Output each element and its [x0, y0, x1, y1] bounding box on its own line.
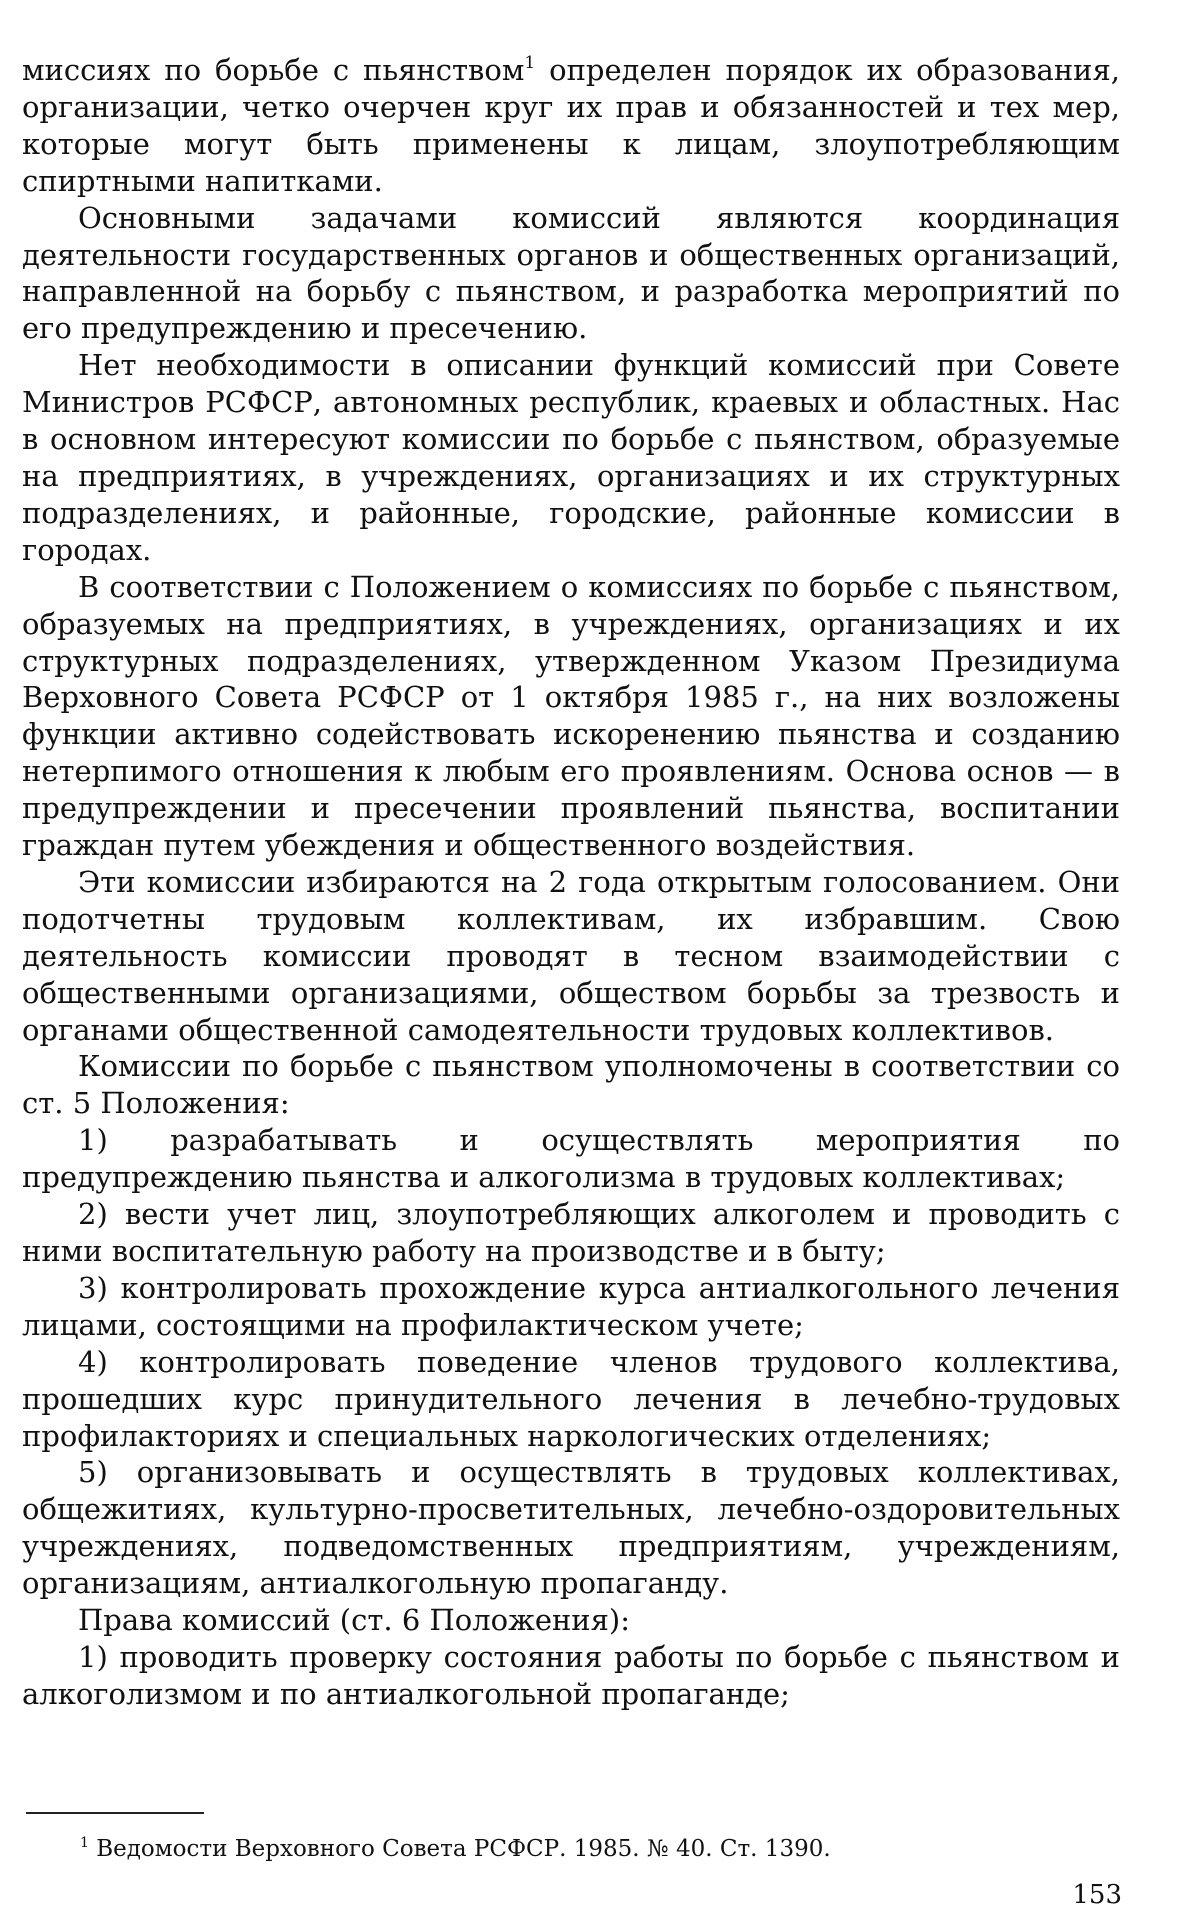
paragraph-commissions: Нет необходимости в описании функций комиссий при Совете Министров РСФСР, автономных республик, краевых и областных. Нас в основном интересуют комиссии по борьбе с пьянством, образуемые на предприятиях, в учреждениях, организациях и их структурных подразделениях, и районные, городские, районные комиссии в городах. — [22, 348, 1120, 567]
footnote — [80, 1834, 1080, 1864]
list-item-1: 1) разрабатывать и осуществлять мероприятия по предупреждению пьянства и алкоголизма в трудовых коллективах; — [22, 1123, 1120, 1195]
rights-item-1: 1) проводить проверку состояния работы по борьбе с пьянством и алкоголизмом и по антиалкогольной пропаганде; — [22, 1639, 1120, 1711]
list-item-2: 2) вести учет лиц, злоупотребляющих алкоголем и проводить с ними воспитательную работу на производстве и в быту; — [22, 1197, 1120, 1268]
list-item-5: 5) организовывать и осуществлять в трудовых коллективах, общежитиях, культурно-просветительных, лечебно-оздоровительных учреждениях, подведомственных предприятиям, учреждениям, организациям, антиалкогольную пропаганду. — [22, 1455, 1120, 1601]
paragraph-text: миссиях по борьбе с пьянством — [22, 53, 525, 87]
page-number: 153 — [1072, 1880, 1122, 1910]
footnote-text: Ведомости Верховного Совета РСФСР. 1985. № 40. Ст. 1390. — [96, 1836, 831, 1862]
list-item-4: 4) контролировать поведение членов трудового коллектива, прошедших курс принудительного лечения в лечебно-трудовых профилакториях и специальных наркологических отделениях; — [22, 1344, 1120, 1453]
paragraph-powers-intro: Комиссии по борьбе с пьянством уполномочены в соответствии со ст. 5 Положения: — [22, 1049, 1120, 1121]
footnote-reference: 1 — [524, 53, 536, 73]
paragraph-continuation — [22, 52, 1120, 200]
paragraph-election: Эти комиссии избираются на 2 года открытым голосованием. Они подотчетны трудовым коллективам, их избравшим. Свою деятельность комиссии проводят в тесном взаимодействии с общественными организациями, обществом борьбы за трезвость и органами общественной самодеятельности трудовых коллективов. — [22, 864, 1120, 1047]
paragraph-regulation: В соответствии с Положением о комиссиях по борьбе с пьянством, образуемых на предприятиях, в учреждениях, организациях и их структурных подразделениях, утвержденном Указом Президиума Верховного Совета РСФСР от 1 октября 1985 г., на них возложены функции активно содействовать искоренению пьянства и созданию нетерпимого отношения к любым его проявлениям. Основа основ — в предупреждении и пресечении проявлений пьянства, воспитании граждан путем убеждения и общественного воздействия. — [22, 569, 1120, 863]
paragraph-tasks: Основными задачами комиссий являются координация деятельности государственных органов и общественных организаций, направленной на борьбу с пьянством, и разработка мероприятий по его предупреждению и пресечению. — [22, 200, 1120, 346]
paragraph-rights-intro: Права комиссий (ст. 6 Положения): — [78, 1603, 631, 1638]
paragraph-text-tail: определен порядок их образования, организации, четко очерчен круг их прав и обязанностей и тех мер, которые могут быть применены к лицам, злоупотребляющим спиртными напитками. — [22, 53, 1120, 198]
body-text — [22, 52, 1120, 1713]
footnote-marker: 1 — [80, 1835, 89, 1851]
list-item-3: 3) контролировать прохождение курса антиалкогольного лечения лицами, состоящими на профилактическом учете; — [22, 1270, 1120, 1342]
footnote-divider — [26, 1812, 204, 1814]
